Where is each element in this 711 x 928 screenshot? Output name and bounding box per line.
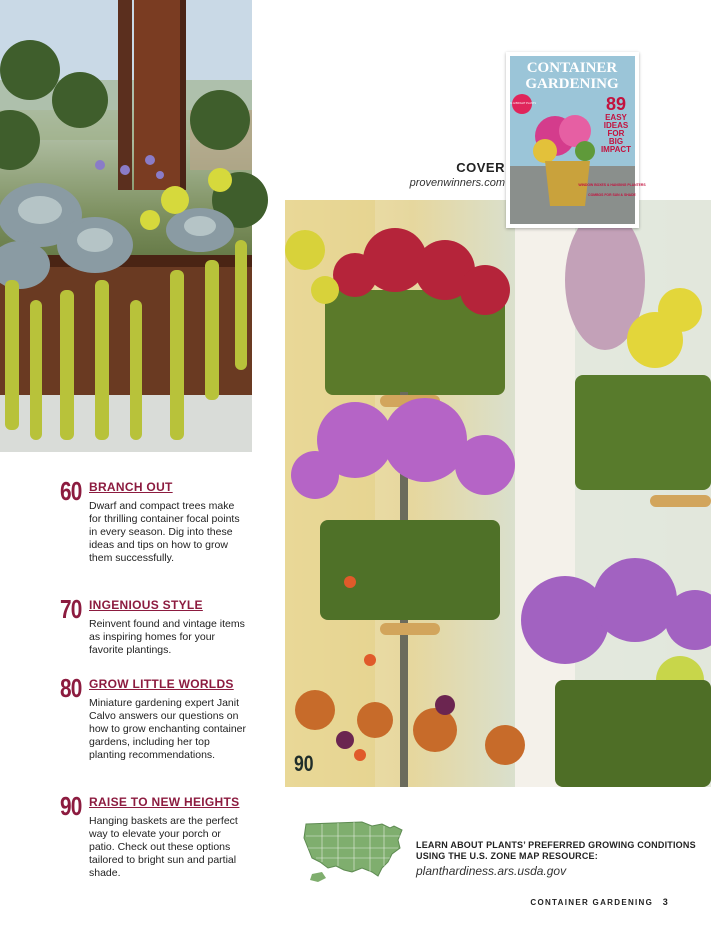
cover-thumbnail[interactable] xyxy=(506,52,646,228)
toc-item-branch-out[interactable] xyxy=(60,478,250,588)
toc-title[interactable]: BRANCH OUT xyxy=(89,480,173,494)
toc-description: Hanging baskets are the perfect way to elevate your porch or patio. Check out these options tailored to bright sun and partial shade. xyxy=(89,815,238,879)
cover-badge-text: BIG & BRIGHT PLANTS xyxy=(507,102,537,105)
cover-headline-word-1: EASY xyxy=(605,113,627,122)
toc-title[interactable]: GROW LITTLE WORLDS xyxy=(89,677,234,691)
toc-title[interactable]: RAISE TO NEW HEIGHTS xyxy=(89,795,240,809)
toc-description: Dwarf and compact trees make for thrilling container focal points in every season. Dig into these ideas and tips on how to grow them successfully. xyxy=(89,500,240,564)
cover-headline-word-5: IMPACT xyxy=(600,145,632,154)
toc-title[interactable]: INGENIOUS STYLE xyxy=(89,598,203,612)
cover-caption-url[interactable]: provenwinners.com xyxy=(409,177,505,189)
toc-item-grow-little-worlds[interactable] xyxy=(60,675,250,785)
cover-masthead-line1: CONTAINER xyxy=(526,60,618,76)
window-box-photo xyxy=(0,0,252,452)
cover-image xyxy=(507,56,646,224)
cover-headline-word-2: IDEAS xyxy=(603,121,629,130)
hanging-baskets-illustration xyxy=(285,200,711,787)
toc-item-ingenious-style[interactable] xyxy=(60,596,250,666)
cover-caption xyxy=(380,160,505,189)
footer-page-number: 3 xyxy=(662,897,669,907)
zone-map-text xyxy=(416,840,696,878)
cover-subhead-2: COMBOS FOR SUN & SHADE xyxy=(588,193,636,197)
toc-description: Miniature gardening expert Janit Calvo answers our questions on how to grow enchanting container gardens, including her top planting recommendations. xyxy=(89,697,247,761)
zone-map-url[interactable]: planthardiness.ars.usda.gov xyxy=(416,864,567,878)
toc-description: Reinvent found and vintage items as inspiring homes for your favorite plantings. xyxy=(89,618,245,656)
window-box-illustration xyxy=(0,0,252,452)
footer-magazine-name: CONTAINER GARDENING xyxy=(530,898,654,907)
photo-page-number: 90 xyxy=(294,751,314,776)
hanging-baskets-photo xyxy=(285,200,711,787)
page-footer xyxy=(530,897,669,907)
cover-masthead-line2: GARDENING xyxy=(525,76,619,92)
cover-caption-title: COVER xyxy=(456,160,505,175)
cover-illustration xyxy=(507,56,646,224)
cover-headline-word-4: BIG xyxy=(608,137,624,146)
toc-page-number: 80 xyxy=(60,673,82,703)
cover-headline-number: 89 xyxy=(605,94,627,114)
toc-page-number: 90 xyxy=(60,791,82,821)
us-map-icon xyxy=(302,818,410,886)
cover-headline-word-3: FOR xyxy=(607,129,625,138)
toc-item-raise-to-new-heights[interactable] xyxy=(60,793,250,888)
zone-map-heading: LEARN ABOUT PLANTS’ PREFERRED GROWING CONDITIONS USING THE U.S. ZONE MAP RESOURCE: xyxy=(416,840,696,861)
cover-subhead-1: WINDOW BOXES & HANGING PLANTERS xyxy=(578,183,646,187)
toc-page-number: 70 xyxy=(60,594,82,624)
toc-page-number: 60 xyxy=(60,476,82,506)
zone-map-callout xyxy=(302,818,702,888)
